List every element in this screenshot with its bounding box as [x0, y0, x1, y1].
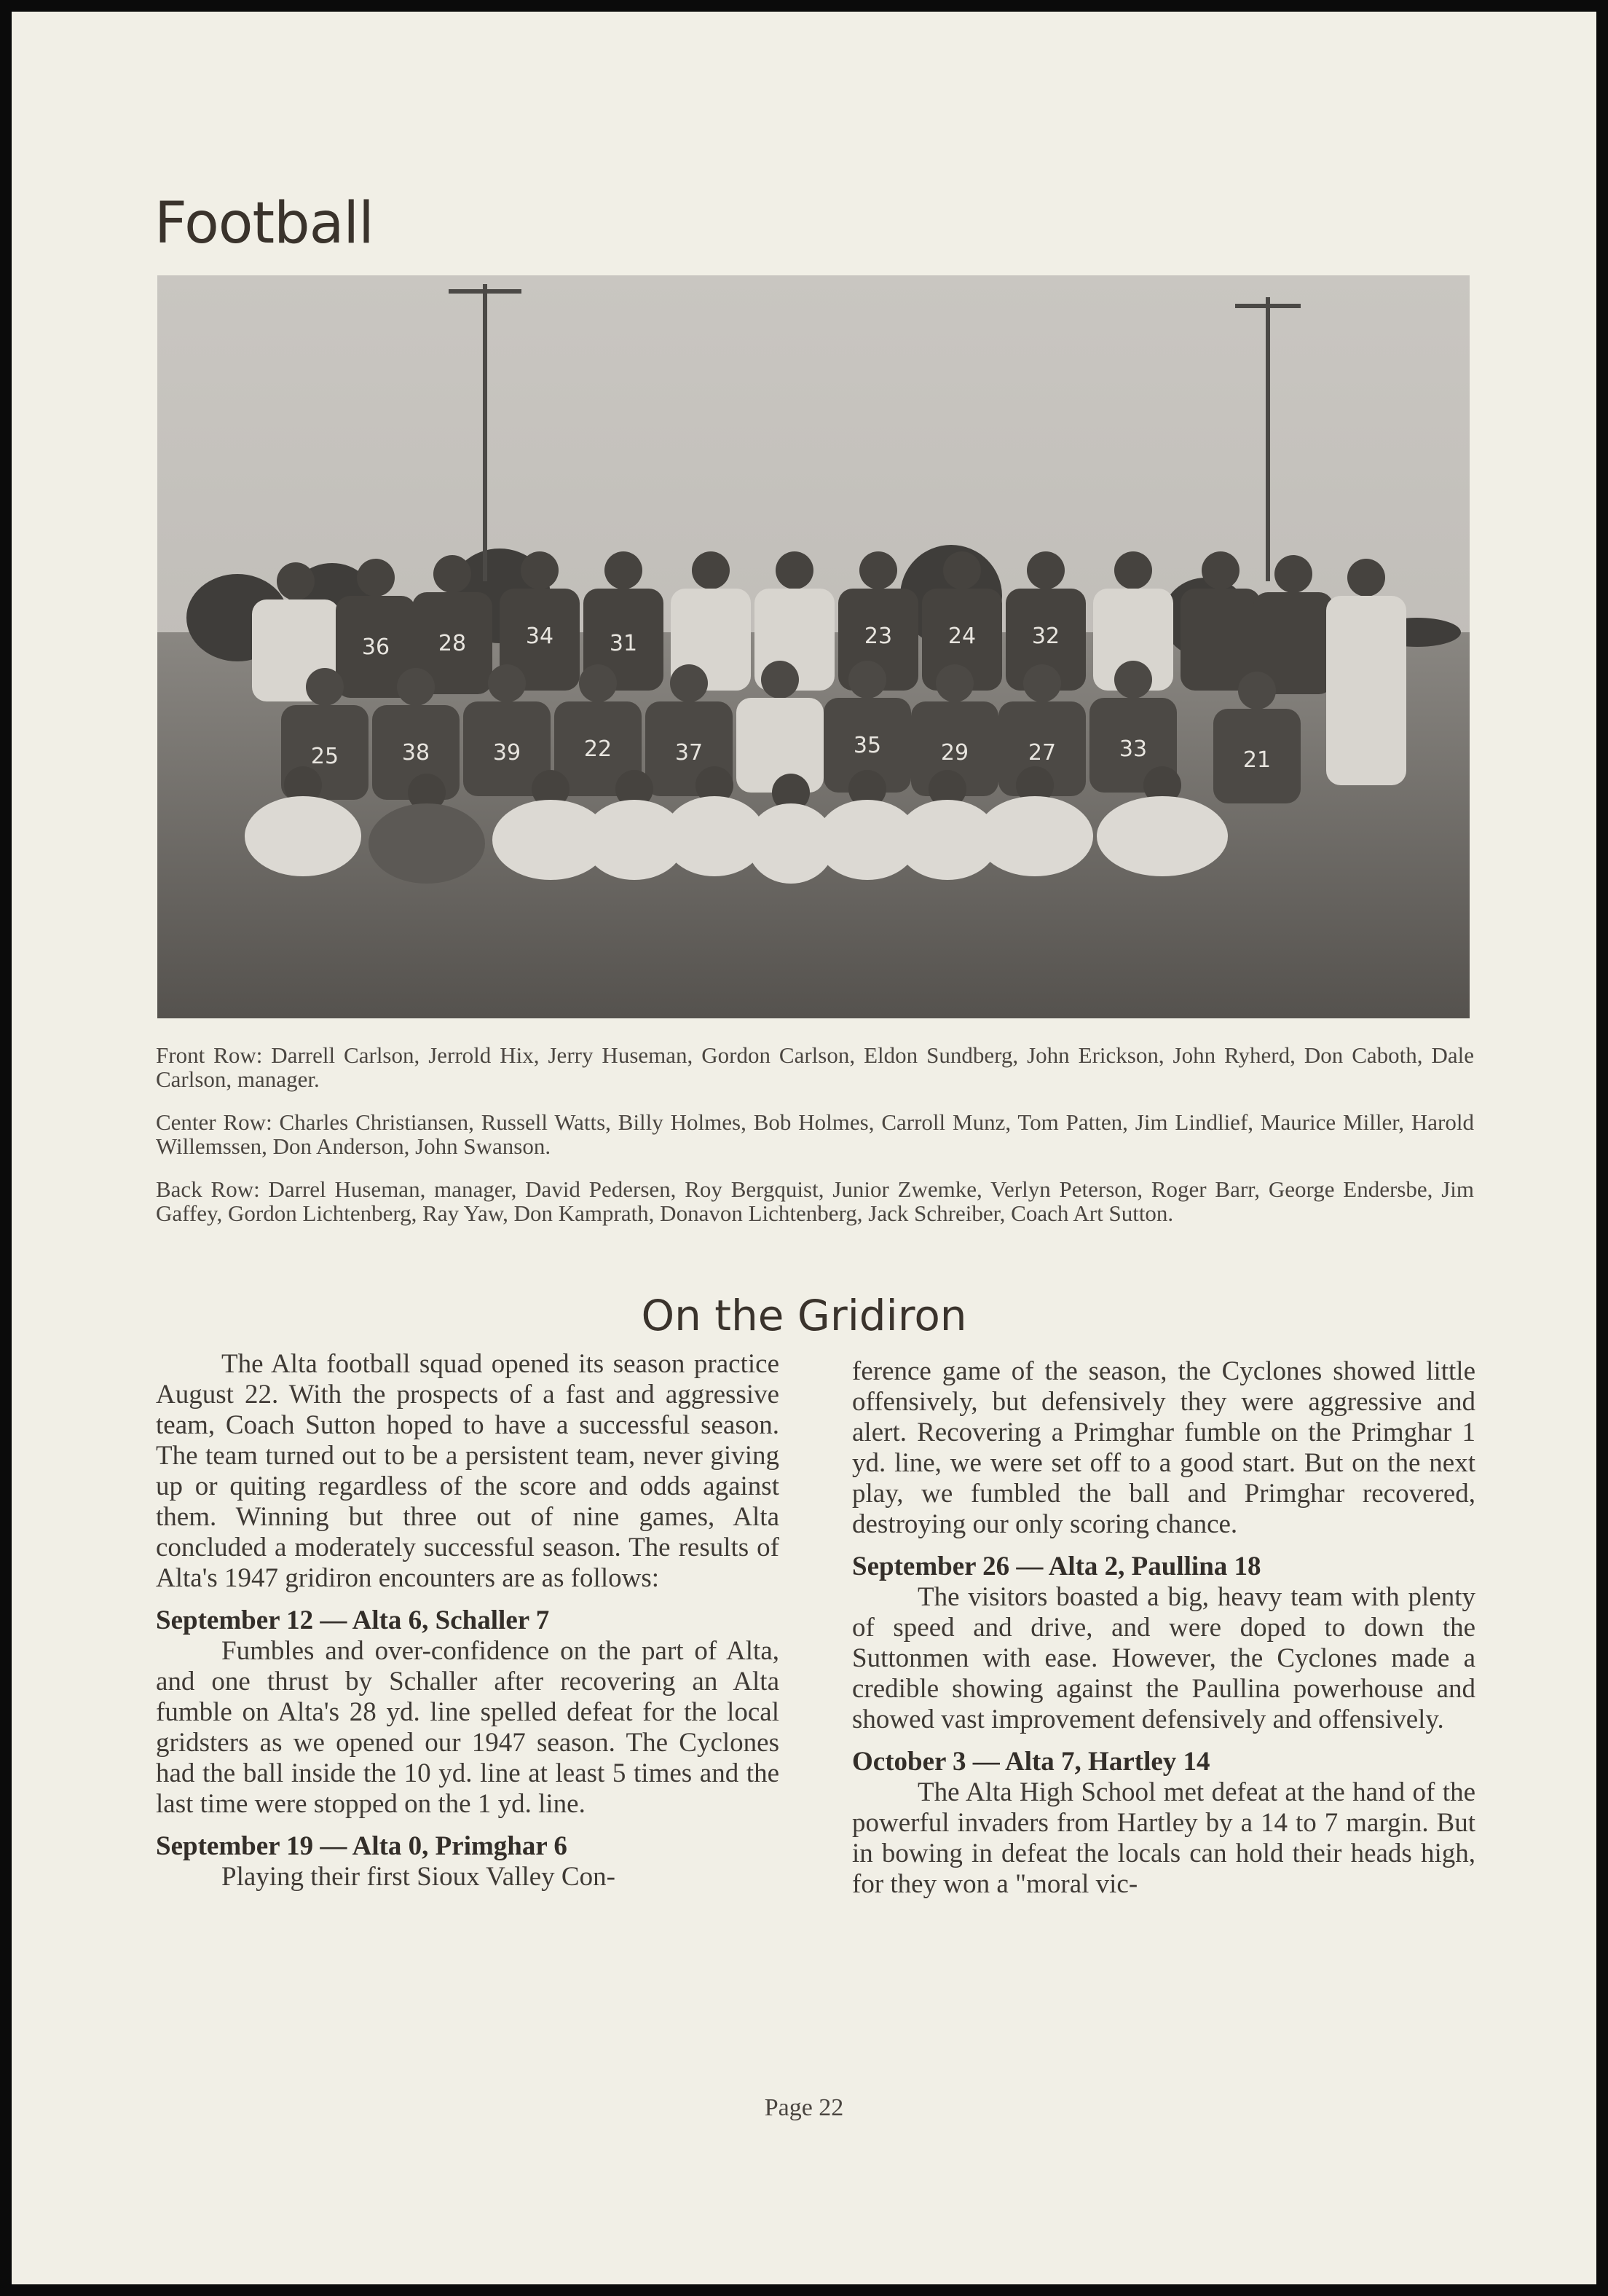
game-heading: September 12 — Alta 6, Schaller 7 — [156, 1605, 550, 1635]
jersey-number: 21 — [1242, 747, 1272, 773]
jersey-number: 23 — [864, 624, 893, 649]
game-paragraph: The visitors boasted a big, heavy team with plenty of speed and drive, and were doped to down the Suttonmen with ease. However, the Cyclones made a credible showing against the Paullina powerhouse and showed vast improvement defensively and offensively. — [852, 1582, 1475, 1734]
game-paragraph: Playing their first Sioux Valley Con- — [221, 1862, 615, 1892]
intro-paragraph: The Alta football squad opened its season practice August 22. With the prospects of a fast and aggressive team, Coach Sutton hoped to have a successful season. The team turned out to be a persistent team, never giving up or quiting regardless of the score and odds against them. Winning but three out of nine games, Alta concluded a moderately successful season. The results of Alta's 1947 gridiron encounters are as follows: — [156, 1349, 779, 1593]
jersey-number: 24 — [947, 624, 977, 649]
jersey-number: 29 — [940, 740, 969, 766]
jersey-number: 22 — [583, 736, 612, 762]
page-title: Football — [154, 191, 374, 256]
game-heading: October 3 — Alta 7, Hartley 14 — [852, 1747, 1210, 1777]
caption-center-row: Center Row: Charles Christiansen, Russell Watts, Billy Holmes, Bob Holmes, Carroll Munz, Tom Patten, Jim Lindlief, Maurice Miller, Harold Willemssen, Don Anderson, John Swanson. — [156, 1109, 1474, 1159]
jersey-number: 38 — [401, 740, 430, 766]
jersey-number: 35 — [853, 733, 882, 758]
section-title: On the Gridiron — [641, 1291, 967, 1340]
article-column-left — [156, 1349, 779, 1904]
team-photo — [157, 275, 1470, 1018]
jersey-number: 33 — [1119, 736, 1148, 762]
jersey-number: 39 — [492, 740, 521, 766]
jersey-number: 37 — [674, 740, 704, 766]
game-heading: September 19 — Alta 0, Primghar 6 — [156, 1831, 567, 1861]
game-heading: September 26 — Alta 2, Paullina 18 — [852, 1552, 1261, 1581]
game-paragraph: The Alta High School met defeat at the hand of the powerful invaders from Hartley by a 14 to 7 margin. But in bowing in defeat the locals can hold their heads high, for they won a "moral vic- — [852, 1777, 1475, 1899]
jersey-number: 34 — [525, 624, 554, 649]
game-paragraph-continued: ference game of the season, the Cyclones showed little offensively, but defensively they were aggressive and alert. Recovering a Primghar fumble on the Primghar 1 yd. line, we were set off to a good start. But on the next play, we fumbled the ball and Primghar recovered, destroying our only scoring chance. — [852, 1356, 1475, 1539]
caption-front-row: Front Row: Darrell Carlson, Jerrold Hix, Jerry Huseman, Gordon Carlson, Eldon Sundberg, John Erickson, John Ryherd, Don Caboth, Dale Carlson, manager. — [156, 1042, 1474, 1092]
jersey-number: 32 — [1031, 624, 1060, 649]
caption-back-row: Back Row: Darrel Huseman, manager, David Pedersen, Roy Bergquist, Junior Zwemke, Verlyn Peterson, Roger Barr, George Endersbe, Jim Gaffey, Gordon Lichtenberg, Ray Yaw, Don Kamprath, Donavon Lichtenberg, Jack Schreiber, Coach Art Sutton. — [156, 1176, 1474, 1226]
jersey-number: 36 — [361, 634, 390, 660]
jersey-number: 27 — [1028, 740, 1057, 766]
page-number: Page 22 — [764, 2094, 844, 2121]
article-column-right — [852, 1356, 1475, 1911]
jersey-number: 31 — [609, 631, 638, 656]
jersey-number: 25 — [310, 744, 339, 769]
jersey-number: 28 — [438, 631, 467, 656]
game-paragraph: Fumbles and over-confidence on the part of Alta, and one thrust by Schaller after recovering an Alta fumble on Alta's 28 yd. line spelled defeat for the local gridsters as we opened our 1947 season. The Cyclones had the ball inside the 10 yd. line at least 5 times and the last time were stopped on the 1 yd. line. — [156, 1636, 779, 1819]
